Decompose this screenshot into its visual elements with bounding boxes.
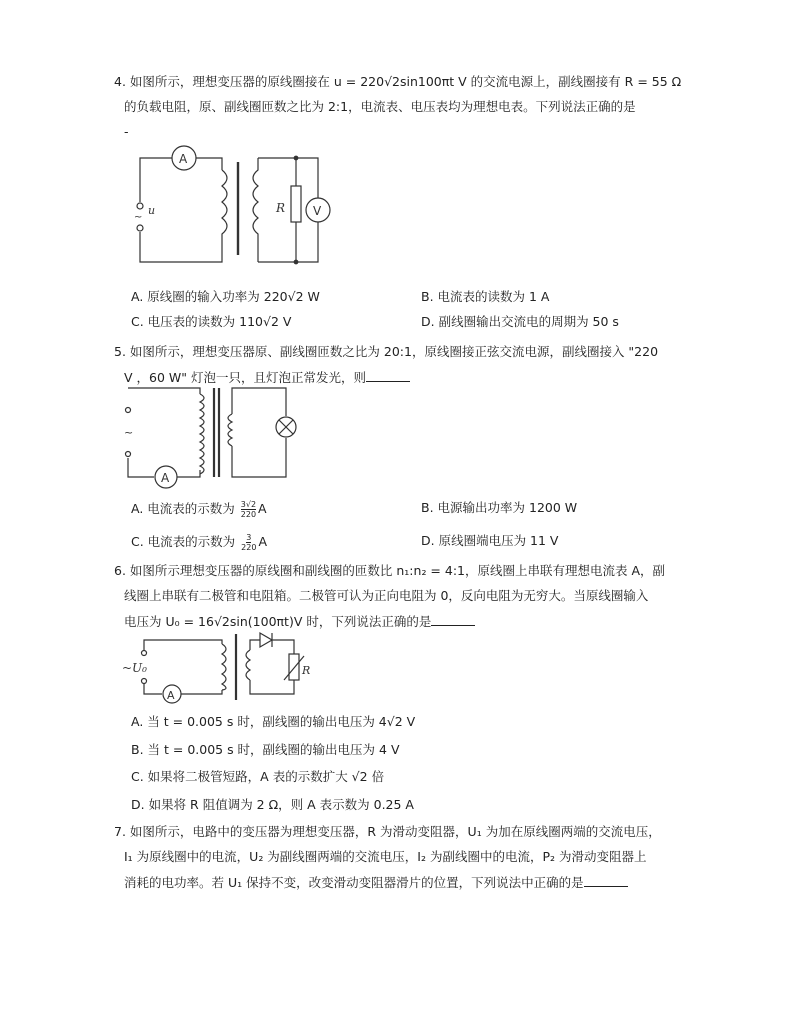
q4-circuit-diagram: [128, 140, 358, 275]
secondary-coil: [253, 158, 258, 262]
q4-voltmeter-label: V: [313, 204, 322, 218]
q5-option-a[interactable]: A. 电流表的示数为 $\frac{3√2}{220}$ A: [131, 500, 267, 519]
q4-resistor-label: R: [276, 201, 286, 215]
q6-resistor-label: R: [302, 664, 311, 677]
q6-option-b[interactable]: B. 当 t = 0.005 s 时，副线圈的输出电压为 4 V: [131, 742, 400, 757]
q6-stem-line1: 6. 如图所示理想变压器的原线圈和副线圈的匝数比 n₁:n₂ = 4:1，原线圈上串联有理想电流表 A，副: [114, 563, 666, 578]
q4-stem-line2: 的负载电阻，原、副线圈匝数之比为 2:1，电流表、电压表均为理想电表。下列说法正确的是: [124, 99, 636, 114]
q7-stem-line3: 消耗的电功率。若 U₁ 保持不变，改变滑动变阻器滑片的位置，下列说法中正确的是: [124, 874, 628, 891]
q7-answer-blank[interactable]: [584, 874, 628, 887]
q4-option-a[interactable]: A. 原线圈的输入功率为 220√2 W: [131, 289, 320, 304]
q6-stem-line3: 电压为 U₀ = 16√2sin(100πt)V 时，下列说法正确的是: [124, 613, 475, 630]
svg-text:~: ~: [124, 426, 134, 439]
q4-option-b[interactable]: B. 电流表的读数为 1 A: [421, 289, 550, 304]
q4-option-d[interactable]: D. 副线圈输出交流电的周期为 50 s: [421, 314, 619, 329]
q5-stem-line1: 5. 如图所示，理想变压器原、副线圈匝数之比为 20:1，原线圈接正弦交流电源，副线圈接入 "220: [114, 344, 659, 359]
q6-option-d[interactable]: D. 如果将 R 阻值调为 2 Ω，则 A 表示数为 0.25 A: [131, 797, 414, 812]
primary-coil: [222, 644, 226, 690]
q7-stem-line2: I₁ 为原线圈中的电流，U₂ 为副线圈两端的交流电压，I₂ 为副线圈中的电流，P₂ 为滑动变阻器上: [124, 849, 647, 864]
q4-source-label: u: [148, 204, 156, 217]
q6-option-c[interactable]: C. 如果将二极管短路，A 表的示数扩大 √2 倍: [131, 769, 385, 784]
resistor-box: [289, 654, 299, 680]
q4-option-c[interactable]: C. 电压表的读数为 110√2 V: [131, 314, 292, 329]
q5-option-d[interactable]: D. 原线圈端电压为 11 V: [421, 533, 559, 548]
q6-answer-blank[interactable]: [431, 613, 475, 626]
svg-text:~: ~: [134, 212, 143, 223]
q7-stem-line1: 7. 如图所示，电路中的变压器为理想变压器，R 为滑动变阻器，U₁ 为加在原线圈两端的交流电压，: [114, 824, 661, 839]
resistor: [291, 186, 301, 222]
q5-circuit-diagram: [118, 382, 298, 492]
q4-stem-line3: -: [124, 124, 129, 139]
q4-ammeter-label: A: [179, 152, 188, 166]
q4-stem-line1: 4. 如图所示，理想变压器的原线圈接在 u = 220√2sin100πt V 的交流电源上，副线圈接有 R = 55 Ω: [114, 74, 682, 89]
q6-option-a[interactable]: A. 当 t = 0.005 s 时，副线圈的输出电压为 4√2 V: [131, 714, 416, 729]
q6-circuit-diagram: [118, 628, 318, 708]
diode-icon: [260, 633, 272, 647]
q5-option-c[interactable]: C. 电流表的示数为 $\frac{3}{220}$ A: [131, 533, 268, 552]
q5-stem-line2: V ，60 W" 灯泡一只，且灯泡正常发光，则: [124, 369, 410, 386]
secondary-coil: [246, 650, 250, 680]
q6-source-label: ~U₀: [122, 661, 147, 675]
q5-answer-blank[interactable]: [366, 369, 410, 382]
primary-coil: [200, 394, 204, 474]
secondary-coil: [228, 414, 232, 446]
q5-option-b[interactable]: B. 电源输出功率为 1200 W: [421, 500, 578, 515]
q5-ammeter-label: A: [161, 471, 170, 485]
q6-stem-line2: 线圈上串联有二极管和电阻箱。二极管可认为正向电阻为 0，反向电阻为无穷大。当原线圈输入: [124, 588, 649, 603]
q6-ammeter-label: A: [167, 689, 175, 702]
